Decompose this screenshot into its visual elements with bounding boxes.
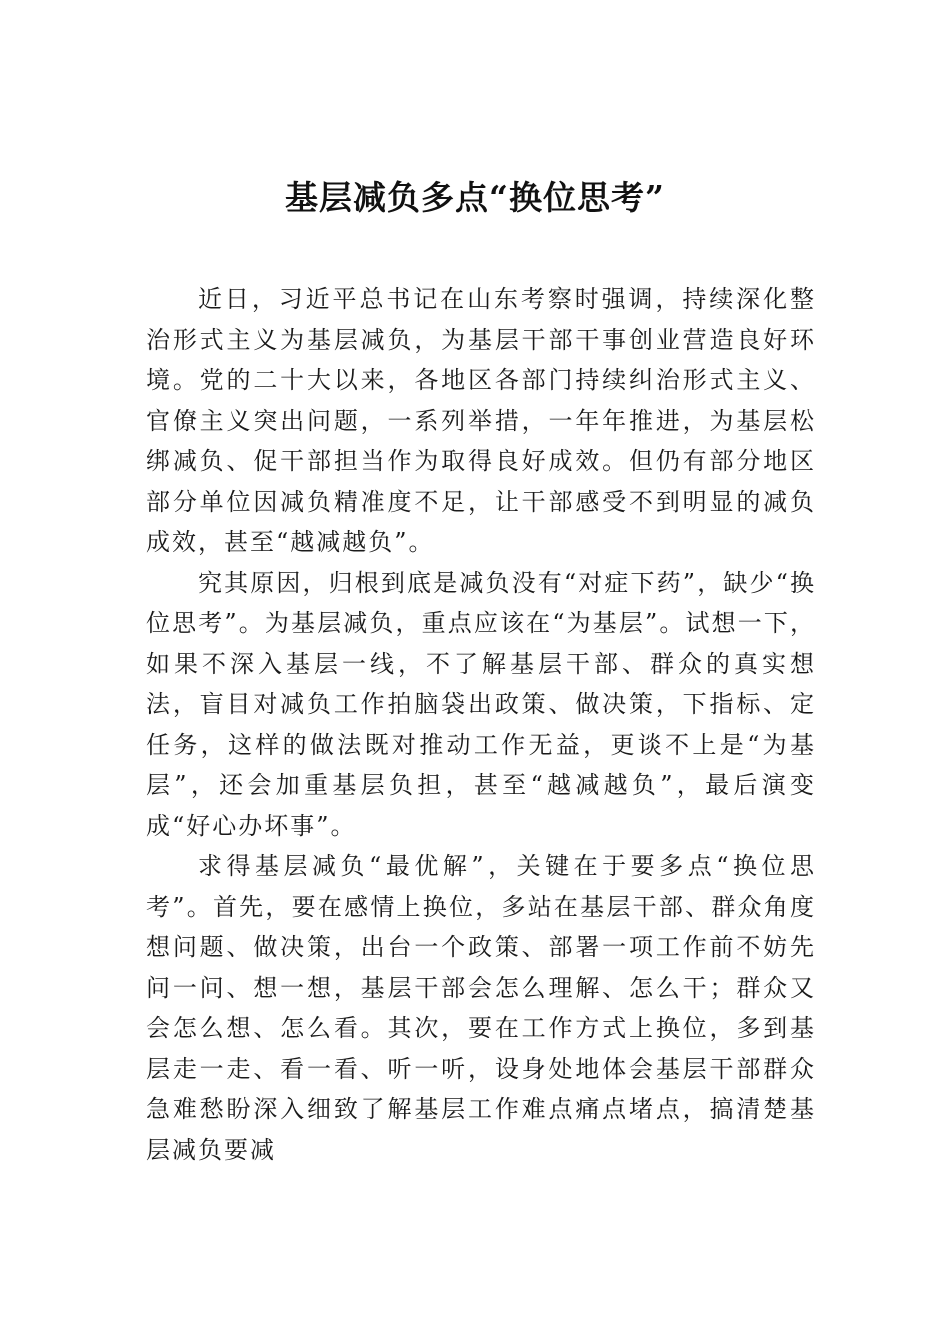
paragraph-2: 究其原因，归根到底是减负没有“对症下药”，缺少“换位思考”。为基层减负，重点应该在“为基层”。试想一下，如果不深入基层一线，不了解基层干部、群众的真实想法，盲目对减负工作拍脑袋出政策、做决策，下指标、定任务，这样的做法既对推动工作无益，更谈不上是“为基层”，还会加重基层负担，甚至“越减越负”，最后演变成“好心办坏事”。 (146, 568, 816, 840)
document-title: 基层减负多点“换位思考” (285, 178, 665, 217)
paragraph-1: 近日，习近平总书记在山东考察时强调，持续深化整治形式主义为基层减负，为基层干部干事创业营造良好环境。党的二十大以来，各地区各部门持续纠治形式主义、官僚主义突出问题，一系列举措，一年年推进，为基层松绑减负、促干部担当作为取得良好成效。但仍有部分地区部分单位因减负精准度不足，让干部感受不到明显的减负成效，甚至“越减越负”。 (146, 285, 816, 556)
document-body (146, 279, 816, 1170)
paragraph-3: 求得基层减负“最优解”，关键在于要多点“换位思考”。首先，要在感情上换位，多站在基层干部、群众角度想问题、做决策，出台一个政策、部署一项工作前不妨先问一问、想一想，基层干部会怎么理解、怎么干；群众又会怎么想、怎么看。其次，要在工作方式上换位，多到基层走一走、看一看、听一听，设身处地体会基层干部群众急难愁盼深入细致了解基层工作难点痛点堵点，搞清楚基层减负要减 (146, 852, 816, 1164)
